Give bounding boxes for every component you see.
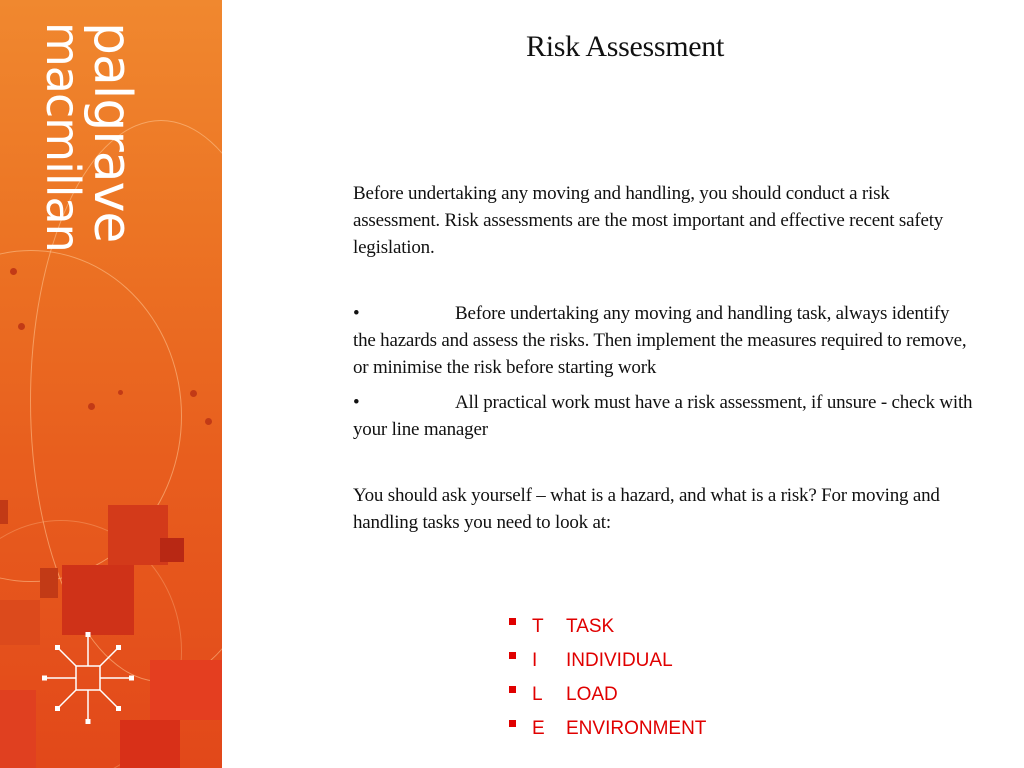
decorative-square	[0, 690, 36, 768]
bullet-text: Before undertaking any moving and handling task, always identify the hazards and assess the risks. Then implement the measures required to remove, or minimise the risk before starting work	[353, 303, 967, 378]
bullet-text: All practical work must have a risk assessment, if unsure - check with your line manager	[353, 392, 973, 440]
square-bullet-icon	[509, 618, 516, 625]
decorative-square	[40, 568, 58, 598]
tile-letter: I	[532, 650, 538, 671]
decorative-dot	[190, 390, 197, 397]
decorative-square	[120, 720, 180, 768]
decorative-dot	[118, 390, 123, 395]
bullet-marker: •	[353, 303, 360, 324]
tile-word: INDIVIDUAL	[566, 650, 673, 671]
question-paragraph: You should ask yourself – what is a hazard, and what is a risk? For moving and handling tasks you need to look at:	[353, 485, 940, 533]
tile-word: LOAD	[566, 684, 618, 705]
tile-letter: T	[532, 616, 544, 637]
decorative-square	[160, 538, 184, 562]
tile-letter: L	[532, 684, 543, 705]
list-item	[508, 610, 706, 644]
logo-line-1: palgrave	[82, 22, 142, 243]
slide-title: Risk Assessment	[525, 30, 725, 63]
decorative-square	[0, 600, 40, 645]
decorative-square	[150, 660, 222, 720]
tile-word: TASK	[566, 616, 615, 637]
publisher-logo-text	[36, 22, 142, 252]
decorative-dot	[205, 418, 212, 425]
square-bullet-icon	[509, 652, 516, 659]
bullet-item	[353, 389, 973, 443]
logo-line-2: macmillan	[36, 22, 90, 252]
list-item	[508, 678, 706, 712]
decorative-square	[62, 565, 134, 635]
decorative-dot	[10, 268, 17, 275]
tile-list	[508, 610, 706, 746]
bullet-item	[353, 300, 973, 381]
decorative-sidebar	[0, 0, 222, 768]
list-item	[508, 712, 706, 746]
decorative-dot	[18, 323, 25, 330]
list-item	[508, 644, 706, 678]
network-emblem-icon	[40, 630, 136, 726]
tile-letter: E	[532, 718, 545, 739]
decorative-square	[108, 505, 168, 565]
decorative-dot	[88, 403, 95, 410]
decorative-square	[0, 500, 8, 524]
publisher-logo	[34, 22, 142, 266]
square-bullet-icon	[509, 686, 516, 693]
tile-word: ENVIRONMENT	[566, 718, 707, 739]
bullet-marker: •	[353, 392, 360, 413]
square-bullet-icon	[509, 720, 516, 727]
intro-paragraph: Before undertaking any moving and handling, you should conduct a risk assessment. Risk assessments are the most important and effective recent safety legislation.	[353, 183, 944, 258]
slide-body	[353, 180, 973, 536]
